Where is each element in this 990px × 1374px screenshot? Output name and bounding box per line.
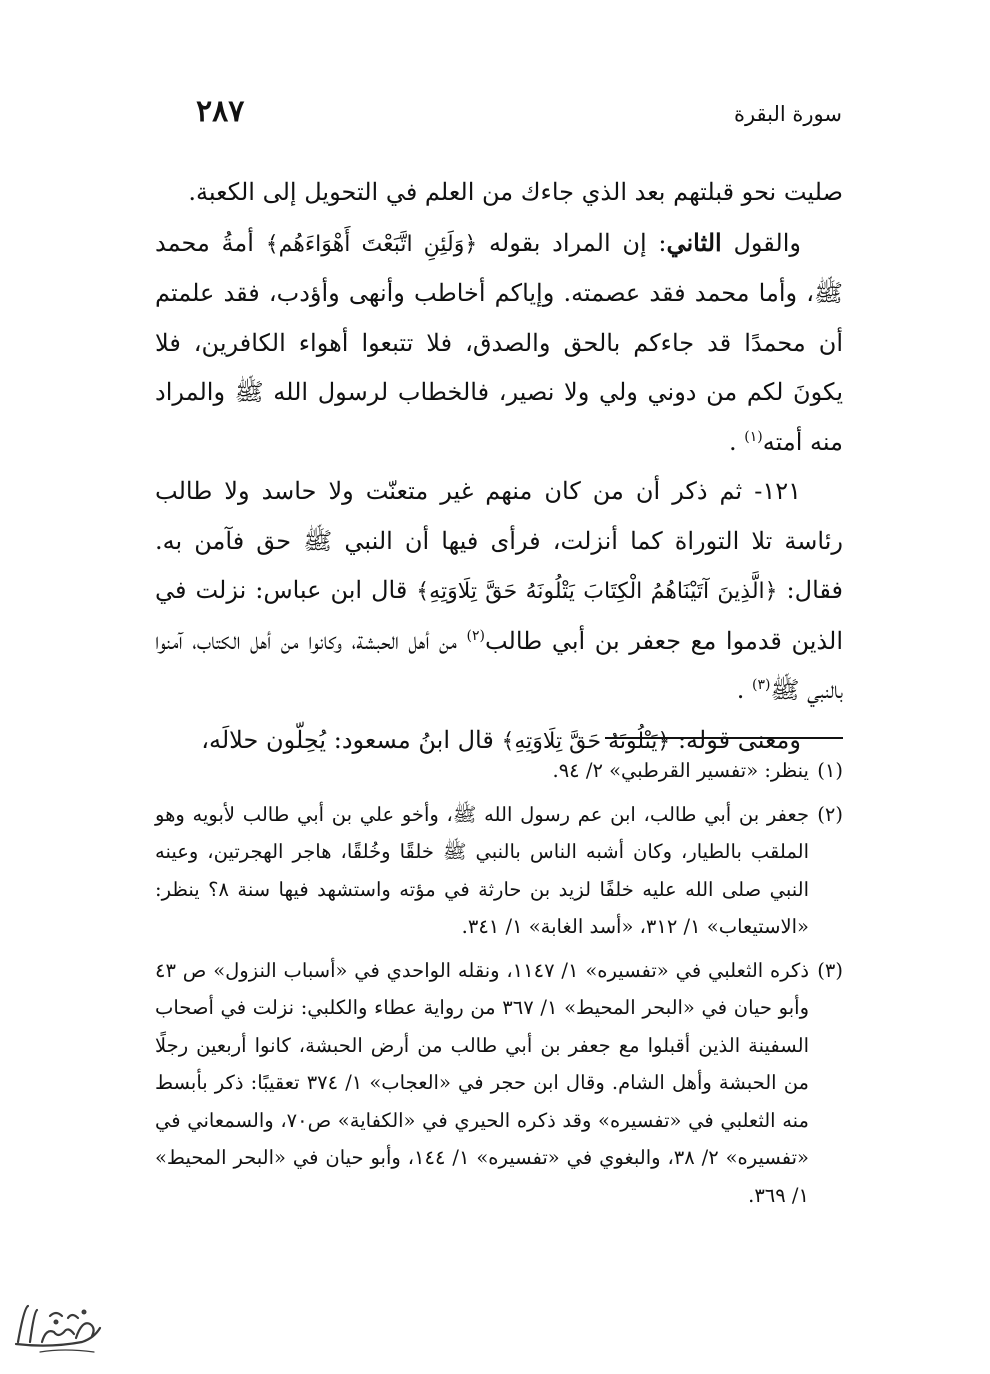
footnote-text: جعفر بن أبي طالب، ابن عم رسول الله ﷺ، وأخو علي بن أبي طالب لأبويه وهو الملقب بالطيار، وكان أشبه الناس بالنبي ﷺ خلقًا وخُلقًا، هاجر الهجرتين، وعينه النبي صلى الله عليه خلفًا لزيد بن حارثة في مؤته واستشهد فيها سنة ٨؟ ينظر: «الاستيعاب» ١/ ٣١٢، «أسد الغابة» ١/ ٣٤١. bbox=[155, 802, 809, 938]
text-run: قال ابنُ مسعود: يُحِلّون حلالَه، bbox=[201, 725, 502, 754]
text-run: ومعنى قوله: bbox=[670, 725, 801, 754]
text-run: ١٢١- ثم ذكر أن من كان منهم غير متعنّت ولا حاسد ولا طالب رئاسة تلا التوراة كما أنزلت، فرأى فيها أن النبي ﷺ حق فآمن به. فقال: bbox=[155, 477, 843, 604]
text-run: . bbox=[736, 676, 753, 704]
page-number: ٢٨٧ bbox=[196, 94, 245, 129]
bold-term: الثاني bbox=[666, 227, 722, 257]
main-text bbox=[155, 168, 843, 766]
footnote-text: ينظر: «تفسير القرطبي» ٢/ ٩٤. bbox=[552, 759, 809, 782]
paragraph-2 bbox=[155, 218, 843, 468]
footnote-text: ذكره الثعلبي في «تفسيره» ١/ ١١٤٧، ونقله الواحدي في «أسباب النزول» ص ٤٣ وأبو حيان في «البحر المحيط» ١/ ٣٦٧ من رواية عطاء والكلبي: نزلت في أصحاب السفينة الذين أقبلوا مع جعفر بن أبي طالب من أرض الحبشة، كانوا أربعين رجلًا من الحبشة وأهل الشام. وقال ابن حجر في «العجاب» ١/ ٣٧٤ تعقيبًا: ذكر بأبسط منه الثعلبي في «تفسيره» وقد ذكره الحيري في «الكفاية» ص٧٠، والسمعاني في «تفسيره» ٢/ ٣٨، والبغوي في «تفسيره» ١/ ١٤٤، وأبو حيان في «البحر المحيط» ١/ ٣٦٩. bbox=[155, 958, 809, 1207]
text-run: قال ابن عباس: نزلت في الذين قدموا مع جعفر بن أبي طالب bbox=[155, 576, 844, 655]
footnote-3 bbox=[155, 952, 843, 1215]
text-run: : إن المراد بقوله bbox=[477, 228, 667, 257]
running-header bbox=[196, 96, 842, 136]
surah-title: سورة البقرة bbox=[733, 102, 842, 126]
footnote-ref[interactable]: (٣) bbox=[752, 677, 771, 693]
quran-verse: ﴿يَتْلُونَهُ حَقَّ تِلَاوَتِهِ﴾ bbox=[501, 728, 671, 754]
text-run: . bbox=[729, 427, 745, 456]
quran-verse: ﴿وَلَئِنِ اتَّبَعْتَ أَهْوَاءَهُم﴾ bbox=[265, 231, 478, 257]
text-run: من أهل الحبشة، وكانوا من أهل الكتاب، آمنوا بالنبي ﷺ bbox=[155, 626, 843, 704]
publisher-logo bbox=[10, 1298, 108, 1356]
text-run: أمةُ محمد ﷺ، وأما محمد فقد عصمته. وإياكم أخاطب وأنهى وأؤدب، فقد علمتم أن محمدًا قد جاءكم بالحق والصدق، فلا تتبعوا أهواء الكافرين، فلا يكونَ لكم من دوني ولي ولا نصير، فالخطاب لرسول الله ﷺ والمراد منه أمته bbox=[155, 228, 843, 456]
footnotes bbox=[155, 752, 843, 1220]
footnote-ref[interactable]: (٢) bbox=[466, 627, 485, 644]
footnote-2 bbox=[155, 796, 843, 946]
footnote-ref[interactable]: (١) bbox=[744, 428, 763, 445]
footnote-number: (٢) bbox=[817, 802, 843, 826]
calligraphy-logo-icon bbox=[10, 1298, 108, 1356]
footnote-number: (٣) bbox=[817, 958, 843, 982]
footnote-number: (١) bbox=[817, 759, 843, 782]
paragraph-3 bbox=[155, 467, 843, 716]
quran-verse: ﴿الَّذِينَ آتَيْنَاهُمُ الْكِتَابَ يَتْلُونَهُ حَقَّ تِلَاوَتِهِ﴾ bbox=[416, 579, 778, 604]
footnote-1 bbox=[155, 752, 843, 790]
paragraph-1: صليت نحو قبلتهم بعد الذي جاءك من العلم في التحويل إلى الكعبة. bbox=[188, 178, 843, 206]
text-run: والقول bbox=[721, 228, 801, 257]
footnote-separator bbox=[605, 737, 843, 739]
